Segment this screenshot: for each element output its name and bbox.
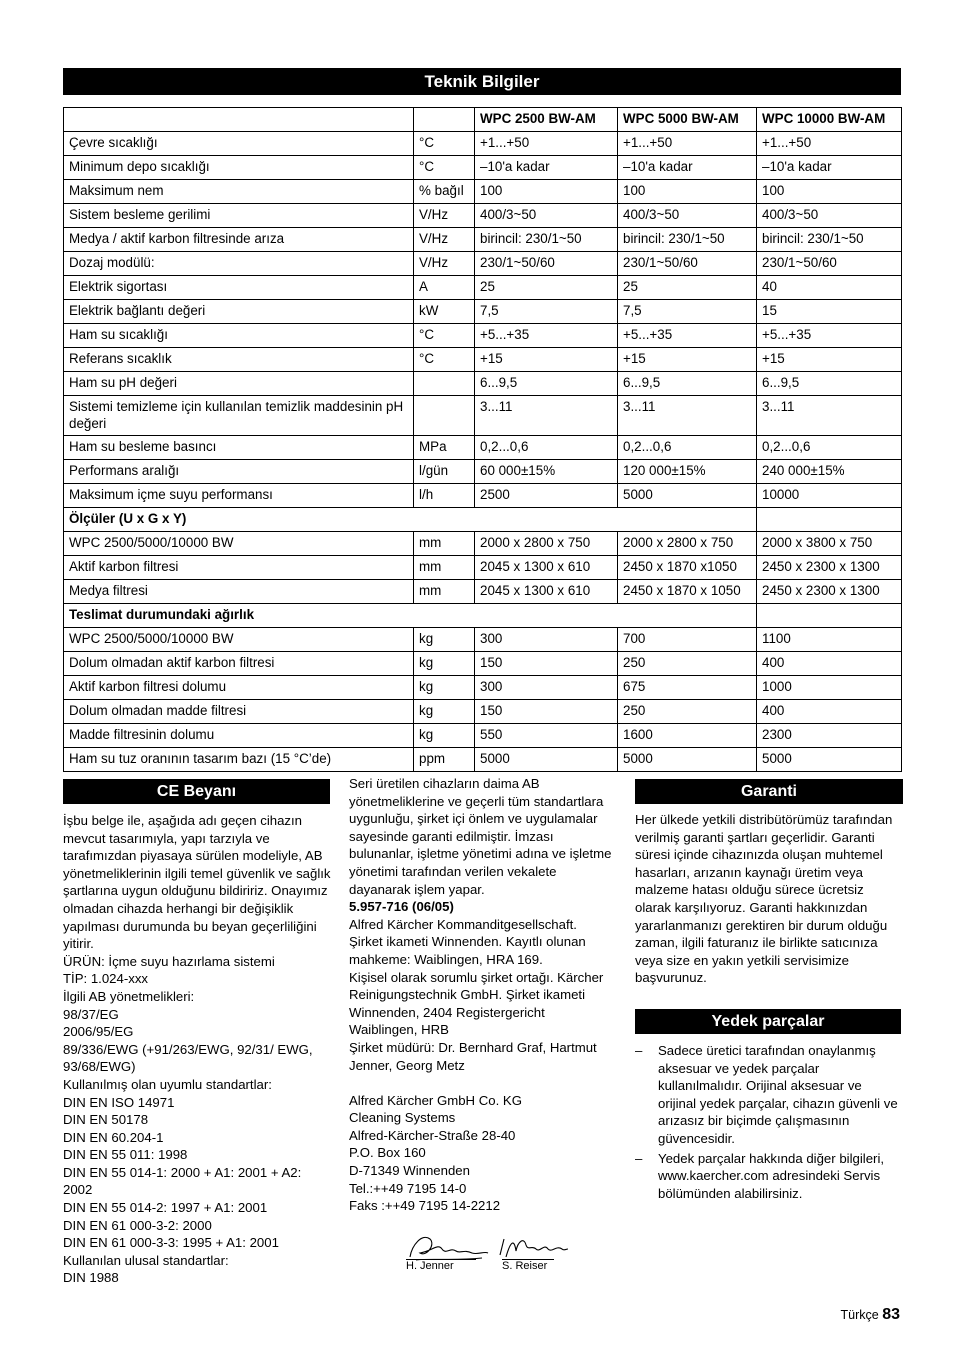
table-cell bbox=[64, 108, 414, 132]
table-cell: 675 bbox=[618, 676, 757, 700]
table-cell: 10000 bbox=[757, 484, 902, 508]
table-cell: Maksimum içme suyu performansı bbox=[64, 484, 414, 508]
table-cell: 7,5 bbox=[618, 300, 757, 324]
table-cell: Sistemi temizleme için kullanılan temizlik maddesinin pH değeri bbox=[64, 396, 414, 436]
table-cell: 2450 x 2300 x 1300 bbox=[757, 556, 902, 580]
table-cell: 230/1~50/60 bbox=[757, 252, 902, 276]
table-cell: 5000 bbox=[618, 484, 757, 508]
address-line: Tel.:++49 7195 14-0 bbox=[349, 1180, 467, 1196]
table-cell: Teslimat durumundaki ağırlık bbox=[64, 604, 757, 628]
table-cell: 100 bbox=[475, 180, 618, 204]
table-cell: 400/3~50 bbox=[475, 204, 618, 228]
address-line: Faks :++49 7195 14-2212 bbox=[349, 1198, 501, 1214]
table-cell: kg bbox=[414, 700, 475, 724]
declaration-intro: Seri üretilen cihazların daima AB yönetmeliklerine ve geçerli tüm standartlara uygunluğu, şirket içi önlem ve uygulamalar sayesinde garanti edilmiştir. İmzası bulunanlar, işletme yönetimi adına ve işletme yönetimi tarafından verilen vekalete dayanarak işlem yapar. bbox=[349, 776, 612, 897]
table-cell bbox=[414, 372, 475, 396]
ce-line: Kullanılmış olan uyumlu standartlar: bbox=[63, 1076, 272, 1092]
declaration-column bbox=[349, 775, 614, 1215]
table-cell: WPC 5000 BW-AM bbox=[618, 108, 757, 132]
table-cell: 400 bbox=[757, 700, 902, 724]
table-cell: kg bbox=[414, 652, 475, 676]
table-cell: mm bbox=[414, 556, 475, 580]
ce-line: DIN EN 50178 bbox=[63, 1112, 149, 1128]
table-cell: birincil: 230/1~50 bbox=[475, 228, 618, 252]
table-cell: l/h bbox=[414, 484, 475, 508]
table-cell: 1000 bbox=[757, 676, 902, 700]
table-cell: Performans aralığı bbox=[64, 460, 414, 484]
table-cell: Ham su tuz oranının tasarım bazı (15 °C’de) bbox=[64, 748, 414, 772]
table-cell: +15 bbox=[757, 348, 902, 372]
table-cell: °C bbox=[414, 156, 475, 180]
ce-line: DIN EN 61 000-3-3: 1995 + A1: 2001 bbox=[63, 1235, 279, 1251]
table-cell: 25 bbox=[475, 276, 618, 300]
table-cell: 7,5 bbox=[475, 300, 618, 324]
table-cell: °C bbox=[414, 324, 475, 348]
ce-line: Kullanılan ulusal standartlar: bbox=[63, 1252, 229, 1268]
table-cell: 2000 x 3800 x 750 bbox=[757, 532, 902, 556]
table-cell: Maksimum nem bbox=[64, 180, 414, 204]
table-cell: 550 bbox=[475, 724, 618, 748]
list-item: – Yedek parçalar hakkında diğer bilgileri, www.kaercher.com adresindeki Servis bölümünden alabilirsiniz. bbox=[635, 1150, 900, 1203]
page-title: Teknik Bilgiler bbox=[63, 68, 901, 95]
table-row bbox=[64, 580, 902, 604]
garanti-heading: Garanti bbox=[635, 779, 903, 804]
table-cell: +5...+35 bbox=[618, 324, 757, 348]
address-line: Alfred-Kärcher-Straße 28-40 bbox=[349, 1127, 516, 1143]
page-number: 83 bbox=[882, 1306, 900, 1323]
table-cell: Medya / aktif karbon filtresinde arıza bbox=[64, 228, 414, 252]
spec-table bbox=[63, 107, 902, 772]
table-cell: V/Hz bbox=[414, 204, 475, 228]
signer-jenner: H. Jenner bbox=[406, 1259, 476, 1272]
table-cell: mm bbox=[414, 532, 475, 556]
table-row bbox=[64, 700, 902, 724]
table-cell: 3...11 bbox=[757, 396, 902, 436]
table-row bbox=[64, 132, 902, 156]
address-line: Alfred Kärcher GmbH Co. KG bbox=[349, 1092, 522, 1108]
table-cell: +1...+50 bbox=[618, 132, 757, 156]
company-address bbox=[349, 1092, 614, 1215]
table-cell: 2450 x 1870 x 1050 bbox=[618, 580, 757, 604]
document-code: 5.957-716 (06/05) bbox=[349, 899, 454, 915]
table-cell: kg bbox=[414, 676, 475, 700]
table-row bbox=[64, 532, 902, 556]
table-cell: 0,2...0,6 bbox=[618, 436, 757, 460]
table-cell: 5000 bbox=[618, 748, 757, 772]
ce-text bbox=[63, 812, 333, 1287]
table-cell: °C bbox=[414, 132, 475, 156]
table-cell: 2450 x 1870 x1050 bbox=[618, 556, 757, 580]
list-item: – Sadece üretici tarafından onaylanmış aksesuar ve yedek parçalar kullanılmalıdır. Orijinal aksesuar ve orijinal yedek parçalar, cihazın güvenli ve arızasız bir biçimde çalışmasının güvencesidir. bbox=[635, 1042, 900, 1148]
table-cell: 240 000±15% bbox=[757, 460, 902, 484]
table-cell: Ham su pH değeri bbox=[64, 372, 414, 396]
table-cell: Çevre sıcaklığı bbox=[64, 132, 414, 156]
table-cell: 3...11 bbox=[618, 396, 757, 436]
table-cell: Dolum olmadan aktif karbon filtresi bbox=[64, 652, 414, 676]
ce-line: İşbu belge ile, aşağıda adı geçen cihazın mevcut tasarımıyla, yapı tarzıyla ve tarafımızdan piyasaya sürülen modeliyle, AB yönetmeliklerinin ilgili temel güvenlik ve sağlık şartlarına uygun olduğunu bildiririz. Onayımız olmadan cihazda herhangi bir değişiklik yapılması durumunda bu beyan geçerliliğini yitirir. bbox=[63, 813, 331, 952]
ce-line: DIN 1988 bbox=[63, 1270, 119, 1286]
address-line: Cleaning Systems bbox=[349, 1110, 456, 1126]
table-cell: –10'a kadar bbox=[757, 156, 902, 180]
parts-text bbox=[635, 1042, 900, 1204]
table-cell: 400 bbox=[757, 652, 902, 676]
ce-line: ÜRÜN: İçme suyu hazırlama sistemi bbox=[63, 953, 275, 969]
table-row bbox=[64, 724, 902, 748]
table-cell: +5...+35 bbox=[757, 324, 902, 348]
table-row bbox=[64, 508, 902, 532]
ce-line: 2006/95/EG bbox=[63, 1024, 134, 1040]
table-cell: Ölçüler (U x G x Y) bbox=[64, 508, 757, 532]
table-row bbox=[64, 556, 902, 580]
table-cell: +15 bbox=[618, 348, 757, 372]
ce-line: TİP: 1.024-xxx bbox=[63, 971, 149, 987]
garanti-paragraph: Her ülkede yetkili distribütörümüz tarafından verilmiş garanti şartları geçerlidir. Garanti süresi içinde cihazınızda oluşan muhtemel hasarları, arızanın kaynağı üretim veya malzeme hatası olduğu sürece ücretsiz olarak karşılıyoruz. Garanti hakkınızdan yararlanmanızı gerektiren bir durum olduğu zaman, ilgili faturanız ile birlikte satıcınıza veya size en yakın yetkili servisimize başvurunuz. bbox=[635, 812, 893, 986]
table-row bbox=[64, 156, 902, 180]
table-row bbox=[64, 652, 902, 676]
table-cell: 700 bbox=[618, 628, 757, 652]
ce-line: 98/37/EG bbox=[63, 1006, 119, 1022]
table-cell: 400/3~50 bbox=[618, 204, 757, 228]
ce-line: DIN EN 55 014-1: 2000 + A1: 2001 + A2: 2002 bbox=[63, 1164, 302, 1198]
table-cell: 60 000±15% bbox=[475, 460, 618, 484]
table-cell: –10'a kadar bbox=[618, 156, 757, 180]
table-row bbox=[64, 228, 902, 252]
ce-line: DIN EN ISO 14971 bbox=[63, 1094, 175, 1110]
table-cell: 400/3~50 bbox=[757, 204, 902, 228]
table-cell: °C bbox=[414, 348, 475, 372]
table-cell: 100 bbox=[757, 180, 902, 204]
table-cell: 2000 x 2800 x 750 bbox=[475, 532, 618, 556]
table-cell: V/Hz bbox=[414, 228, 475, 252]
table-row bbox=[64, 252, 902, 276]
table-cell: 40 bbox=[757, 276, 902, 300]
table-cell bbox=[757, 508, 902, 532]
table-row bbox=[64, 204, 902, 228]
partner-info: Kişisel olarak sorumlu şirket ortağı. Kärcher Reinigungstechnik GmbH. Şirket ikameti Winnenden, 2404 Registergericht Waiblingen, HRB bbox=[349, 969, 604, 1038]
table-cell: 150 bbox=[475, 652, 618, 676]
table-cell: +5...+35 bbox=[475, 324, 618, 348]
address-line: D-71349 Winnenden bbox=[349, 1163, 470, 1179]
table-cell: 250 bbox=[618, 652, 757, 676]
table-cell: l/gün bbox=[414, 460, 475, 484]
footer-language: Türkçe bbox=[840, 1308, 879, 1322]
signatures bbox=[400, 1225, 570, 1280]
table-cell: WPC 10000 BW-AM bbox=[757, 108, 902, 132]
table-cell: 300 bbox=[475, 628, 618, 652]
table-cell: mm bbox=[414, 580, 475, 604]
table-cell: +1...+50 bbox=[475, 132, 618, 156]
table-cell: % bağıl bbox=[414, 180, 475, 204]
table-cell: kg bbox=[414, 628, 475, 652]
table-cell: 100 bbox=[618, 180, 757, 204]
table-cell: 0,2...0,6 bbox=[757, 436, 902, 460]
table-row bbox=[64, 276, 902, 300]
table-cell: Elektrik bağlantı değeri bbox=[64, 300, 414, 324]
table-cell: 6...9,5 bbox=[475, 372, 618, 396]
table-cell: 0,2...0,6 bbox=[475, 436, 618, 460]
table-cell: birincil: 230/1~50 bbox=[757, 228, 902, 252]
table-cell: 2500 bbox=[475, 484, 618, 508]
table-cell: Madde filtresinin dolumu bbox=[64, 724, 414, 748]
table-cell: 230/1~50/60 bbox=[475, 252, 618, 276]
table-cell: Referans sıcaklık bbox=[64, 348, 414, 372]
directors-info: Şirket müdürü: Dr. Bernhard Graf, Hartmut Jenner, Georg Metz bbox=[349, 1039, 597, 1073]
table-cell bbox=[757, 604, 902, 628]
table-cell: 250 bbox=[618, 700, 757, 724]
signer-reiser: S. Reiser bbox=[502, 1259, 554, 1272]
table-cell: 15 bbox=[757, 300, 902, 324]
table-cell: 230/1~50/60 bbox=[618, 252, 757, 276]
table-cell: WPC 2500/5000/10000 BW bbox=[64, 628, 414, 652]
table-row bbox=[64, 436, 902, 460]
table-cell: Aktif karbon filtresi dolumu bbox=[64, 676, 414, 700]
ce-line: 89/336/EWG (+91/263/EWG, 92/31/ EWG, 93/68/EWG) bbox=[63, 1041, 313, 1075]
ce-heading: CE Beyanı bbox=[63, 779, 330, 804]
table-cell: 150 bbox=[475, 700, 618, 724]
table-cell: –10'a kadar bbox=[475, 156, 618, 180]
table-cell: MPa bbox=[414, 436, 475, 460]
table-cell: 120 000±15% bbox=[618, 460, 757, 484]
table-cell: Aktif karbon filtresi bbox=[64, 556, 414, 580]
table-cell: 2450 x 2300 x 1300 bbox=[757, 580, 902, 604]
table-cell: +15 bbox=[475, 348, 618, 372]
ce-line: İlgili AB yönetmelikleri: bbox=[63, 988, 195, 1004]
table-cell: 2045 x 1300 x 610 bbox=[475, 580, 618, 604]
table-cell: A bbox=[414, 276, 475, 300]
table-cell: V/Hz bbox=[414, 252, 475, 276]
ce-line: DIN EN 61 000-3-2: 2000 bbox=[63, 1217, 212, 1233]
table-cell: kg bbox=[414, 724, 475, 748]
table-row bbox=[64, 484, 902, 508]
table-cell: Dozaj modülü: bbox=[64, 252, 414, 276]
table-cell bbox=[414, 108, 475, 132]
table-row bbox=[64, 396, 902, 436]
table-row bbox=[64, 676, 902, 700]
company-info: Alfred Kärcher Kommanditgesellschaft. Şirket ikameti Winnenden. Kayıtlı olunan mahkeme: Waiblingen, HRA 169. bbox=[349, 916, 586, 967]
table-cell: Medya filtresi bbox=[64, 580, 414, 604]
table-cell: 25 bbox=[618, 276, 757, 300]
table-row bbox=[64, 748, 902, 772]
parts-list bbox=[635, 1042, 900, 1202]
table-cell: 5000 bbox=[475, 748, 618, 772]
table-row bbox=[64, 460, 902, 484]
table-cell: birincil: 230/1~50 bbox=[618, 228, 757, 252]
table-cell: 2000 x 2800 x 750 bbox=[618, 532, 757, 556]
parts-heading: Yedek parçalar bbox=[635, 1009, 901, 1034]
table-cell: +1...+50 bbox=[757, 132, 902, 156]
table-cell: Sistem besleme gerilimi bbox=[64, 204, 414, 228]
table-cell: 300 bbox=[475, 676, 618, 700]
table-row bbox=[64, 324, 902, 348]
table-cell: Dolum olmadan madde filtresi bbox=[64, 700, 414, 724]
table-cell: 5000 bbox=[757, 748, 902, 772]
table-cell: WPC 2500 BW-AM bbox=[475, 108, 618, 132]
page-footer bbox=[841, 1306, 900, 1324]
table-cell: Elektrik sigortası bbox=[64, 276, 414, 300]
table-row bbox=[64, 604, 902, 628]
table-cell: 1100 bbox=[757, 628, 902, 652]
table-row bbox=[64, 348, 902, 372]
table-cell: ppm bbox=[414, 748, 475, 772]
table-cell: 6...9,5 bbox=[757, 372, 902, 396]
ce-line: DIN EN 60.204-1 bbox=[63, 1129, 164, 1145]
table-cell: Minimum depo sıcaklığı bbox=[64, 156, 414, 180]
table-row bbox=[64, 300, 902, 324]
table-cell: 1600 bbox=[618, 724, 757, 748]
ce-line: DIN EN 55 011: 1998 bbox=[63, 1147, 188, 1163]
table-cell bbox=[414, 396, 475, 436]
table-cell: 6...9,5 bbox=[618, 372, 757, 396]
table-cell: 2045 x 1300 x 610 bbox=[475, 556, 618, 580]
table-cell: WPC 2500/5000/10000 BW bbox=[64, 532, 414, 556]
garanti-text bbox=[635, 811, 900, 987]
table-cell: 2300 bbox=[757, 724, 902, 748]
table-row bbox=[64, 372, 902, 396]
table-row bbox=[64, 108, 902, 132]
table-cell: Ham su sıcaklığı bbox=[64, 324, 414, 348]
table-cell: kW bbox=[414, 300, 475, 324]
ce-line: DIN EN 55 014-2: 1997 + A1: 2001 bbox=[63, 1200, 268, 1216]
table-cell: Ham su besleme basıncı bbox=[64, 436, 414, 460]
table-row bbox=[64, 180, 902, 204]
address-line: P.O. Box 160 bbox=[349, 1145, 426, 1161]
table-row bbox=[64, 628, 902, 652]
table-cell: 3...11 bbox=[475, 396, 618, 436]
